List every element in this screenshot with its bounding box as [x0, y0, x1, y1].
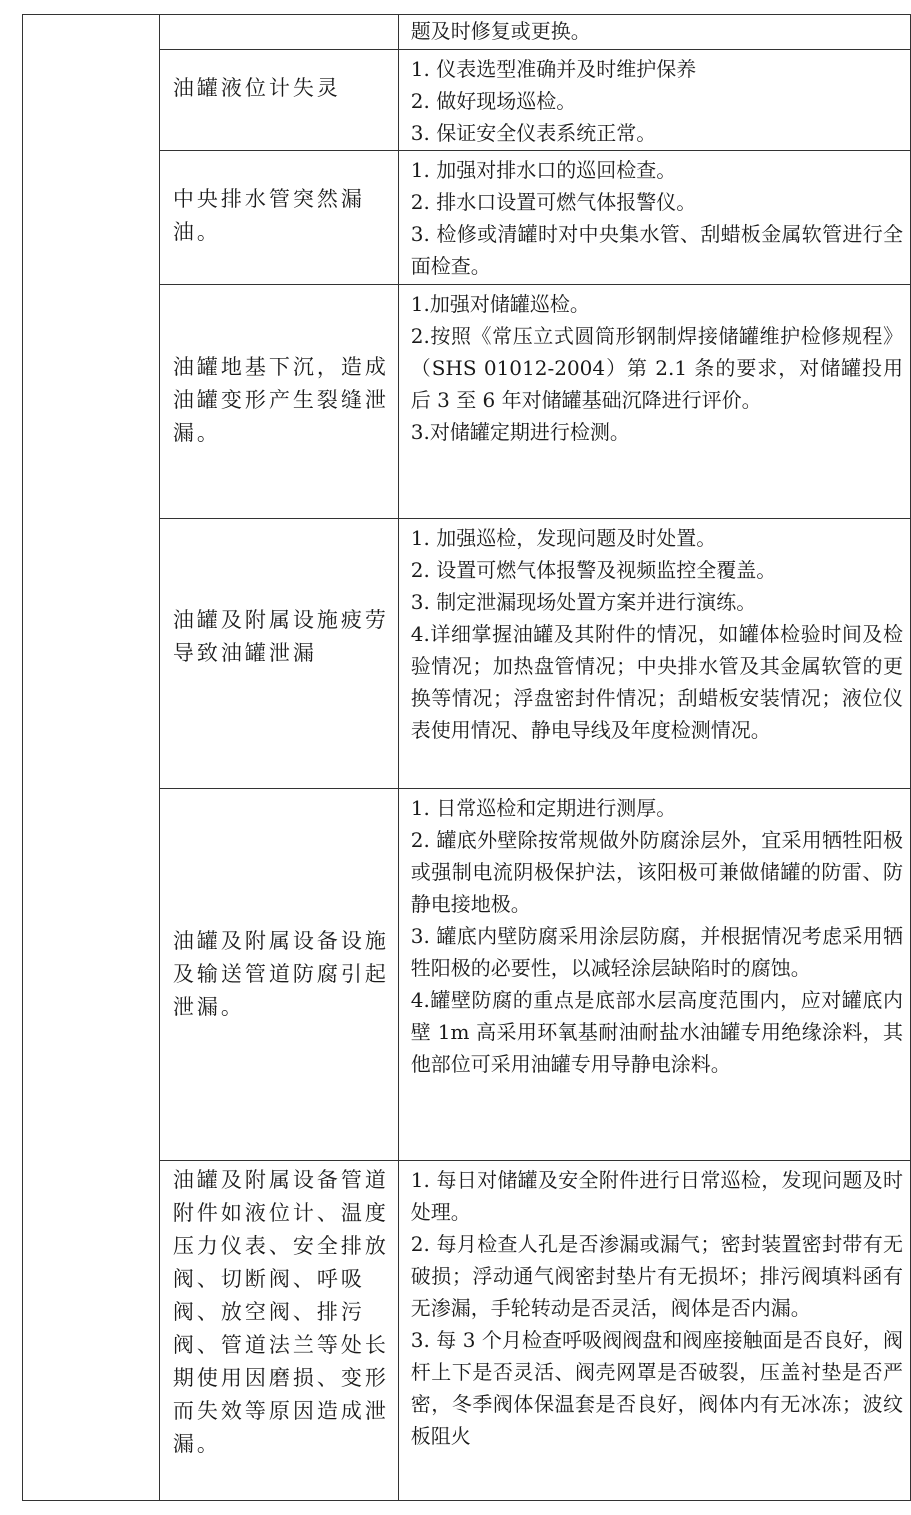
- measure-line: 2. 罐底外壁除按常规做外防腐涂层外，宜采用牺牲阳极或强制电流阴极保护法，该阳极可兼做储罐的防雷、防静电接地极。: [410, 828, 903, 916]
- measure-line: 1. 仪表选型准确并及时维护保养: [410, 57, 697, 81]
- measure-line: 2. 设置可燃气体报警及视频监控全覆盖。: [410, 558, 777, 582]
- measure-line: 1. 加强对排水口的巡回检查。: [410, 158, 677, 182]
- risk-measures-table: [22, 14, 911, 1501]
- measure-line: 1. 加强巡检，发现问题及时处置。: [410, 526, 717, 550]
- cause-cell: [159, 519, 398, 789]
- measure-line: 4.罐壁防腐的重点是底部水层高度范围内，应对罐底内壁 1m 高采用环氧基耐油耐盐水油罐专用绝缘涂料，其他部位可采用油罐专用导静电涂料。: [410, 988, 903, 1076]
- measure-line: 2.按照《常压立式圆筒形钢制焊接储罐维护检修规程》（SHS 01012-2004）第 2.1 条的要求，对储罐投用后 3 至 6 年对储罐基础沉降进行评价。: [410, 324, 903, 412]
- measure-line: 3.对储罐定期进行检测。: [410, 420, 630, 444]
- measures-cell: [398, 15, 910, 50]
- measure-line: 2. 每月检查人孔是否渗漏或漏气；密封装置密封带有无破损；浮动通气阀密封垫片有无损坏；排污阀填料函有无渗漏，手轮转动是否灵活，阀体是否内漏。: [410, 1232, 903, 1320]
- measure-line: 3. 每 3 个月检查呼吸阀阀盘和阀座接触面是否良好，阀杆上下是否灵活、阀壳网罩是否破裂，压盖衬垫是否严密，冬季阀体保温套是否良好，阀体内有无冰冻；波纹板阻火: [410, 1328, 903, 1448]
- cause-cell: [159, 151, 398, 285]
- measures-cell: [398, 519, 910, 789]
- measure-line: 2. 排水口设置可燃气体报警仪。: [410, 190, 697, 214]
- cause-text: 油罐及附属设备管道附件如液位计、温度压力仪表、安全排放阀、切断阀、呼吸阀、放空阀、排污阀、管道法兰等处长期使用因磨损、变形而失效等原因造成泄漏。: [172, 1168, 389, 1456]
- measure-line: 2. 做好现场巡检。: [410, 89, 577, 113]
- measures-cell: [398, 1161, 910, 1501]
- document-page: [22, 14, 911, 1501]
- cause-text: 油罐液位计失灵: [172, 76, 341, 100]
- cause-text: 油罐地基下沉，造成油罐变形产生裂缝泄漏。: [172, 355, 389, 445]
- measures-cell: [398, 151, 910, 285]
- cause-cell: [159, 789, 398, 1161]
- measure-line: 3. 制定泄漏现场处置方案并进行演练。: [410, 590, 757, 614]
- measure-line: 1. 日常巡检和定期进行测厚。: [410, 796, 677, 820]
- cause-text: 中央排水管突然漏油。: [172, 187, 365, 244]
- measure-line: 3. 罐底内壁防腐采用涂层防腐，并根据情况考虑采用牺牲阳极的必要性，以减轻涂层缺陷时的腐蚀。: [410, 924, 903, 980]
- measure-line: 3. 检修或清罐时对中央集水管、刮蜡板金属软管进行全面检查。: [410, 222, 903, 278]
- cause-cell: [159, 50, 398, 151]
- measure-line: 4.详细掌握油罐及其附件的情况，如罐体检验时间及检验情况；加热盘管情况；中央排水管及其金属软管的更换等情况；浮盘密封件情况；刮蜡板安装情况；液位仪表使用情况、静电导线及年度检测情况。: [410, 622, 903, 742]
- measures-cell: [398, 789, 910, 1161]
- measure-line: 1.加强对储罐巡检。: [410, 292, 590, 316]
- measures-cell: [398, 50, 910, 151]
- cause-cell: [159, 15, 398, 50]
- cause-cell: [159, 1161, 398, 1501]
- category-cell: [23, 15, 160, 1501]
- cause-text: 油罐及附属设施疲劳导致油罐泄漏: [172, 608, 389, 665]
- measure-line: 3. 保证安全仪表系统正常。: [410, 121, 657, 145]
- table-row: [23, 15, 911, 50]
- cause-text: 油罐及附属设备设施及输送管道防腐引起泄漏。: [172, 929, 389, 1019]
- measure-line: 题及时修复或更换。: [410, 19, 591, 43]
- measures-cell: [398, 285, 910, 519]
- measure-line: 1. 每日对储罐及安全附件进行日常巡检，发现问题及时处理。: [410, 1168, 903, 1224]
- cause-cell: [159, 285, 398, 519]
